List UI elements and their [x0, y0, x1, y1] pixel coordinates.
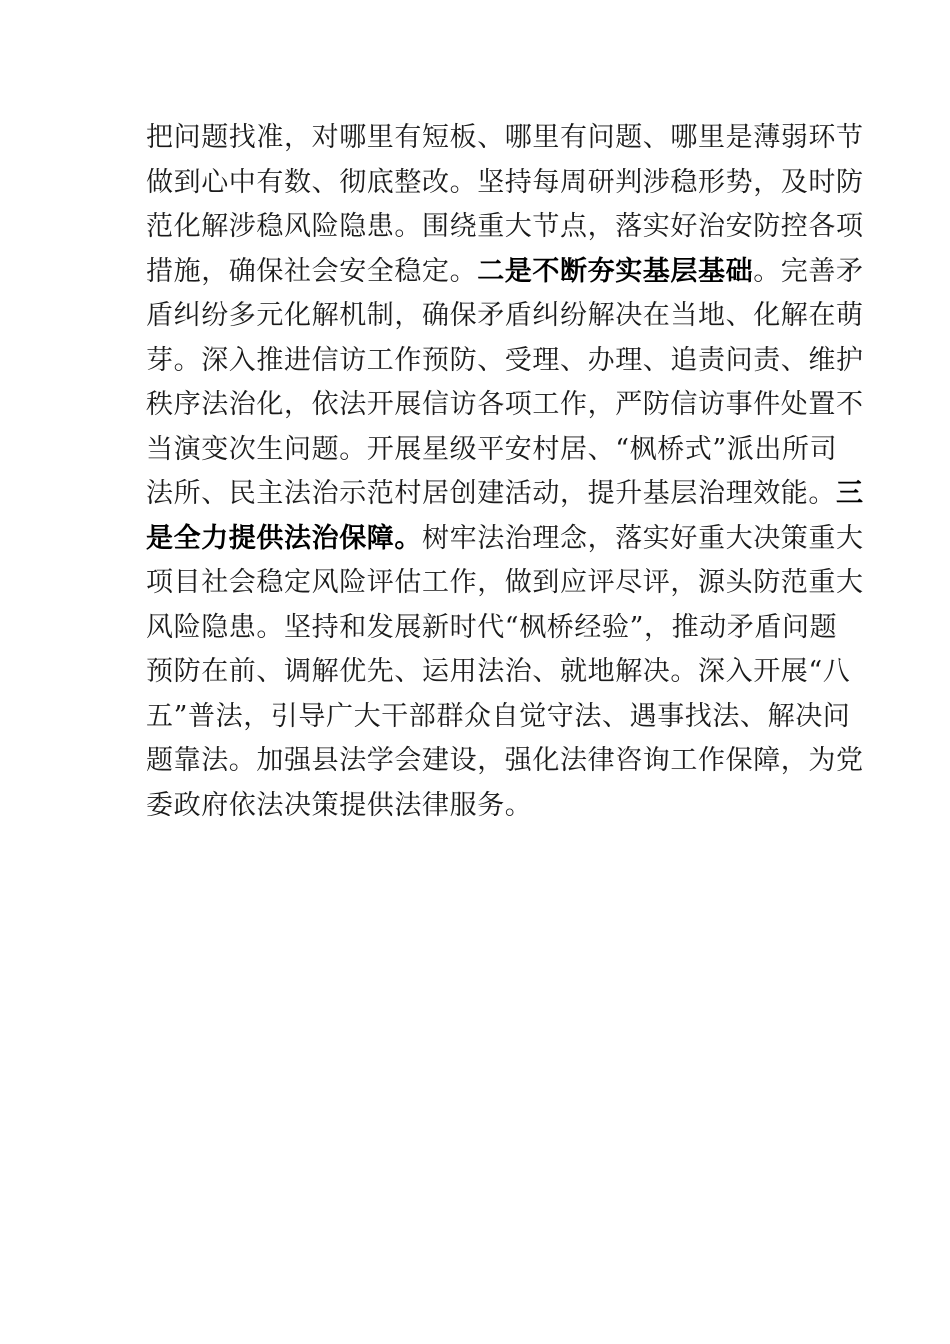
text-line	[146, 695, 851, 740]
body-text-run: 做到心中有数、彻底整改。坚持每周研判涉稳形势，及时防	[146, 166, 864, 198]
text-line	[146, 250, 864, 295]
body-text-run: 五”普法，引导广大干部群众自觉守法、遇事找法、解决问	[146, 700, 851, 732]
text-line	[146, 428, 838, 473]
body-text-run: 盾纠纷多元化解机制，确保矛盾纠纷解决在当地、化解在萌	[146, 300, 864, 331]
text-line	[146, 739, 864, 784]
text-line	[146, 383, 864, 428]
body-text-run: 范化解涉稳风险隐患。围绕重大节点，落实好治安防控各项	[146, 211, 864, 242]
body-text-run: 秩序法治化，依法开展信访各项工作，严防信访事件处置不	[146, 389, 864, 420]
text-line	[146, 161, 864, 206]
body-text-run: 。完善矛	[753, 255, 864, 287]
text-line	[146, 472, 864, 517]
bold-heading-text: 三	[836, 478, 864, 509]
body-text-run: 题靠法。加强县法学会建设，强化法律咨询工作保障，为党	[146, 745, 864, 776]
body-text-run: 芽。深入推进信访工作预防、受理、办理、追责问责、维护	[146, 344, 864, 376]
body-text-run: 委政府依法决策提供法律服务。	[146, 789, 533, 821]
text-line	[146, 517, 864, 562]
body-text-run: 法所、民主法治示范村居创建活动，提升基层治理效能。	[146, 478, 836, 509]
body-text-run: 当演变次生问题。开展星级平安村居、“枫桥式”派出所司	[146, 433, 838, 465]
text-line	[146, 784, 808, 829]
body-text-run: 把问题找准，对哪里有短板、哪里有问题、哪里是薄弱环节	[146, 122, 864, 153]
bold-heading-text: 是全力提供法治保障。	[146, 522, 422, 554]
bold-heading-text: 二是不断夯实基层基础	[477, 255, 754, 287]
body-text-run: 树牢法治理念，落实好重大决策重大	[422, 522, 864, 554]
text-line	[146, 561, 864, 606]
body-text-run: 预防在前、调解优先、运用法治、就地解决。深入开展“八	[146, 656, 851, 687]
body-text-run: 项目社会稳定风险评估工作，做到应评尽评，源头防范重大	[146, 567, 864, 598]
text-line	[146, 294, 864, 339]
body-paragraph	[146, 116, 864, 828]
text-line	[146, 205, 864, 250]
text-line	[146, 339, 864, 384]
text-line	[146, 650, 851, 695]
text-line	[146, 606, 838, 651]
body-text-run: 风险隐患。坚持和发展新时代“枫桥经验”，推动矛盾问题	[146, 611, 838, 643]
body-text-run: 措施，确保社会安全稳定。	[146, 255, 478, 287]
text-line	[146, 116, 864, 161]
